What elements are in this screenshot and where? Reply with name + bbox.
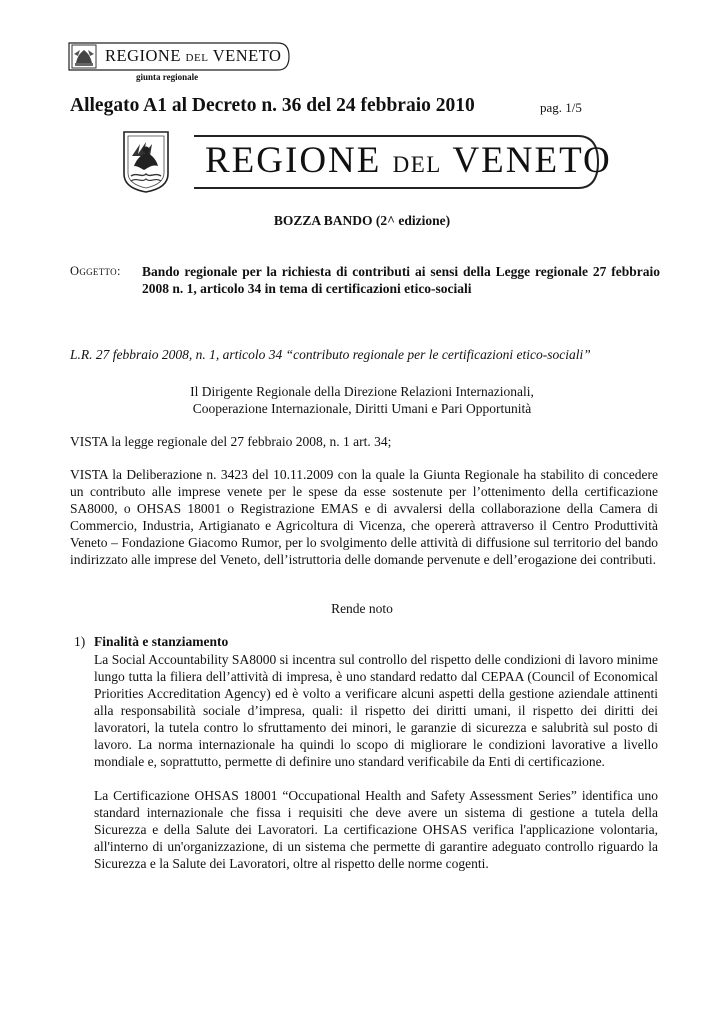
dirigente-line-2: Cooperazione Internazionale, Diritti Umani e Pari Opportunità xyxy=(192,401,532,416)
dirigente-line-1: Il Dirigente Regionale della Direzione Relazioni Internazionali, xyxy=(190,384,534,399)
legal-reference: L.R. 27 febbraio 2008, n. 1, articolo 34 “contributo regionale per le certificazioni etico-sociali” xyxy=(70,347,591,362)
oggetto-label: Oggetto: xyxy=(70,264,121,278)
section-paragraph-1: La Social Accountability SA8000 si incentra sul controllo del rispetto delle condizioni di lavoro minime lungo tutta la filiera dell’attività di impresa, è uno standard redatto dal CEPAA (Council of Economical Priorities Accreditation Agency) ed è volto a verificare alcuni aspetti della gestione aziendale attinenti alla responsabilità sociale d’impresa, quali: il rispetto dei diritti umani, il rispetto dei diritti dei lavoratori, la tutela contro lo sfruttamento dei minori, le garanzie di sicurezza e salubrità sul posto di lavoro. La norma internazionale ha quindi lo scopo di migliorare le condizioni lavorative a livello mondiale e, soprattutto, permette di definire uno standard verificabile da Enti di certificazione. xyxy=(94,652,658,769)
vista-paragraph-2: VISTA la Deliberazione n. 3423 del 10.11.2009 con la quale la Giunta Regionale ha stabilito di concedere un contributo alle imprese venete per le spese da esse sostenute per l’ottenimento della certificazione SA8000, o OHSAS 18001 o Registrazione EMAS e di avvalersi della collaborazione della Camera di Commercio, Industria, Artigianato e Agricoltura di Vicenza, che opererà attraverso il Centro Produttività Veneto – Fondazione Giacomo Rumor, per lo svolgimento delle attività di diffusione sul territorio del bando indirizzato alle imprese del Veneto, dell’istruttoria delle domande pervenute e dell’erogazione dei contributi. xyxy=(70,467,658,567)
vista-paragraph-1: VISTA la legge regionale del 27 febbraio 2008, n. 1 art. 34; xyxy=(70,434,392,449)
document-heading: BOZZA BANDO (2^ edizione) xyxy=(273,213,451,228)
document-title: Allegato A1 al Decreto n. 36 del 24 febbraio 2010 xyxy=(70,95,475,116)
logo-subtitle: giunta regionale xyxy=(136,72,199,82)
oggetto-text: Bando regionale per la richiesta di contributi ai sensi della Legge regionale 27 febbraio 2008 n. 1, articolo 34 in tema di certificazioni etico-sociali xyxy=(142,264,660,296)
page-number: pag. 1/5 xyxy=(540,100,582,115)
rende-noto: Rende noto xyxy=(331,601,393,616)
section-number: 1) xyxy=(74,634,86,649)
section-title: Finalità e stanziamento xyxy=(94,634,229,649)
section-paragraph-2: La Certificazione OHSAS 18001 “Occupational Health and Safety Assessment Series” identifica uno standard internazionale che fissa i requisiti che deve avere un sistema di gestione a tutela della Sicurezza e della Salute dei Lavoratori. La certificazione OHSAS verifica l'applicazione volontaria, all'interno di un'organizzazione, di un sistema che permette di garantire adeguato controllo riguardo la Sicurezza e la Salute dei Lavoratori, oltre al rispetto delle norme cogenti. xyxy=(94,788,658,871)
small-logo-brand: REGIONE DEL VENETO xyxy=(105,46,282,65)
big-logo-brand: REGIONE DEL VENETO xyxy=(205,140,612,181)
dirigente-block xyxy=(0,383,724,417)
